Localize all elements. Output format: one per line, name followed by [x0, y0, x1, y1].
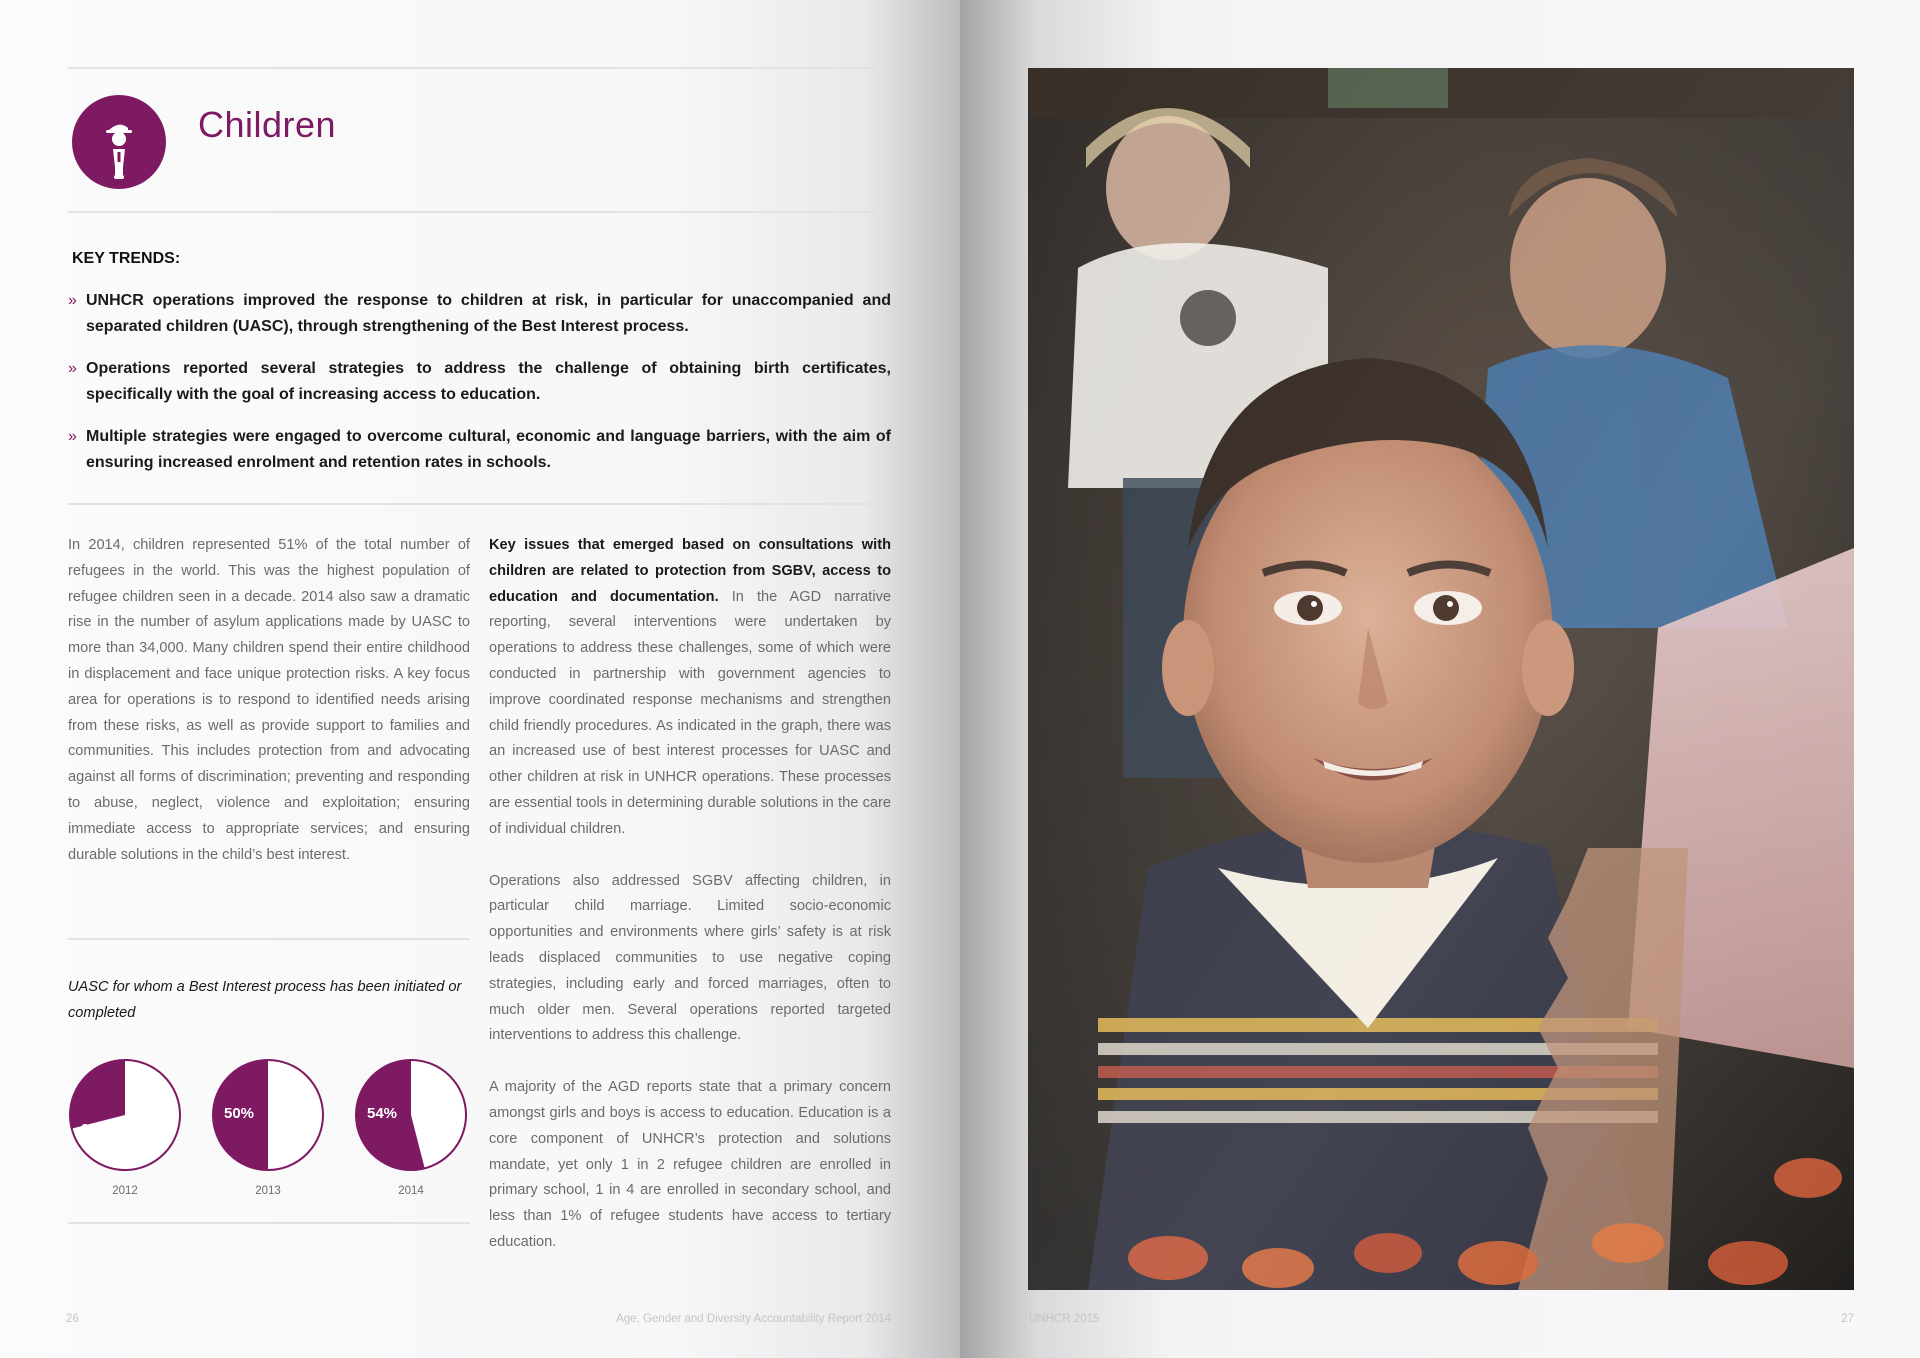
running-title-left: Age, Gender and Diversity Accountability Report 2014: [616, 1313, 891, 1325]
chevron-right-icon: »: [68, 428, 77, 445]
body-paragraph: In 2014, children represented 51% of the total number of refugees in the world. This was the highest population of refugee children seen in a decade. 2014 also saw a dramatic rise in the number of asylum applications made by UASC to more than 34,000. Many children spend their entire childhood in displacement and face unique protection risks. A key focus area for operations is to respond to identified needs arising from these risks, as well as provide support to families and communities. This includes protection from and advocating against all forms of discrimination; preventing and responding to abuse, neglect, violence and exploitation; ensuring immediate access to appropriate services; and ensuring durable solutions in the child’s best interest.: [68, 537, 470, 863]
body-paragraph: A majority of the AGD reports state that a primary concern amongst girls and boys is access to education. Education is a core component of UNHCR’s protection and solutions mandate, yet only 1 in 2 refugee children are enrolled in primary school, 1 in 4 are enrolled in secondary school, and less than 1% of refugee students have access to tertiary education.: [489, 1079, 891, 1250]
key-issues-lead: Key issues that emerged based on consultations with children are related to protection from SGBV, access to education and documentation.: [489, 537, 891, 605]
list-item: [68, 424, 891, 476]
pie-year-label: 2013: [255, 1185, 281, 1197]
key-trend-text: UNHCR operations improved the response to children at risk, in particular for unaccompanied and separated children (UASC), through strengthening of the Best Interest process.: [86, 292, 891, 335]
pie-chart-group: [68, 1058, 468, 1208]
pie-year-label: 2014: [398, 1185, 424, 1197]
chart-caption: UASC for whom a Best Interest process has been initiated or completed: [68, 979, 462, 1021]
chart-top-divider: [68, 938, 470, 940]
key-trends-heading: KEY TRENDS:: [72, 250, 181, 267]
chevron-right-icon: »: [68, 360, 77, 377]
key-trend-text: Operations reported several strategies to address the challenge of obtaining birth certificates, specifically with the goal of increasing access to education.: [86, 360, 891, 403]
pie-chart-2013: [211, 1058, 325, 1197]
key-trend-text: Multiple strategies were engaged to overcome cultural, economic and language barriers, with the aim of ensuring increased enrolment and retention rates in schools.: [86, 428, 891, 471]
pie-chart-2012: [68, 1058, 182, 1197]
top-divider: [68, 67, 891, 69]
page-number-left: 26: [66, 1313, 79, 1325]
title-divider: [68, 211, 891, 213]
chart-bottom-divider: [68, 1222, 470, 1224]
body-paragraph: [489, 533, 891, 843]
page-title: Children: [198, 104, 337, 145]
list-item: [68, 288, 891, 340]
pie-chart-2014: [354, 1058, 468, 1197]
key-issues-text: In the AGD narrative reporting, several interventions were undertaken by operations to address these challenges, some of which were conducted in partnership with government agencies to improve coordinated response mechanisms and strengthen child friendly procedures. As indicated in the graph, there was an increased use of best interest processes for UASC and other children at risk in UNHCR operations. These processes are essential tools in determining durable solutions in the care of individual children.: [489, 588, 891, 837]
children-photo: [1028, 68, 1854, 1290]
list-item: [68, 356, 891, 408]
body-paragraph: Operations also addressed SGBV affecting children, in particular child marriage. Limited socio-economic opportunities and environments where girls’ safety is at risk leads displaced communities to use negative coping strategies, including early and forced marriages, often to much older men. Several operations reported targeted interventions to address this challenge.: [489, 872, 891, 1044]
body-column-left: [68, 533, 470, 894]
child-icon: [72, 95, 166, 189]
chevron-right-icon: »: [68, 292, 77, 309]
pie-data-label: 54%: [366, 1105, 398, 1122]
pie-year-label: 2012: [112, 1185, 138, 1197]
key-trends-list: [68, 288, 891, 492]
running-title-right: UNHCR 2015: [1029, 1313, 1100, 1325]
page-number-right: 27: [1841, 1313, 1854, 1325]
pie-data-label: 50%: [223, 1105, 255, 1122]
body-column-right: [489, 533, 891, 1282]
pie-data-label: 29%: [80, 1121, 112, 1138]
body-divider: [68, 503, 891, 505]
